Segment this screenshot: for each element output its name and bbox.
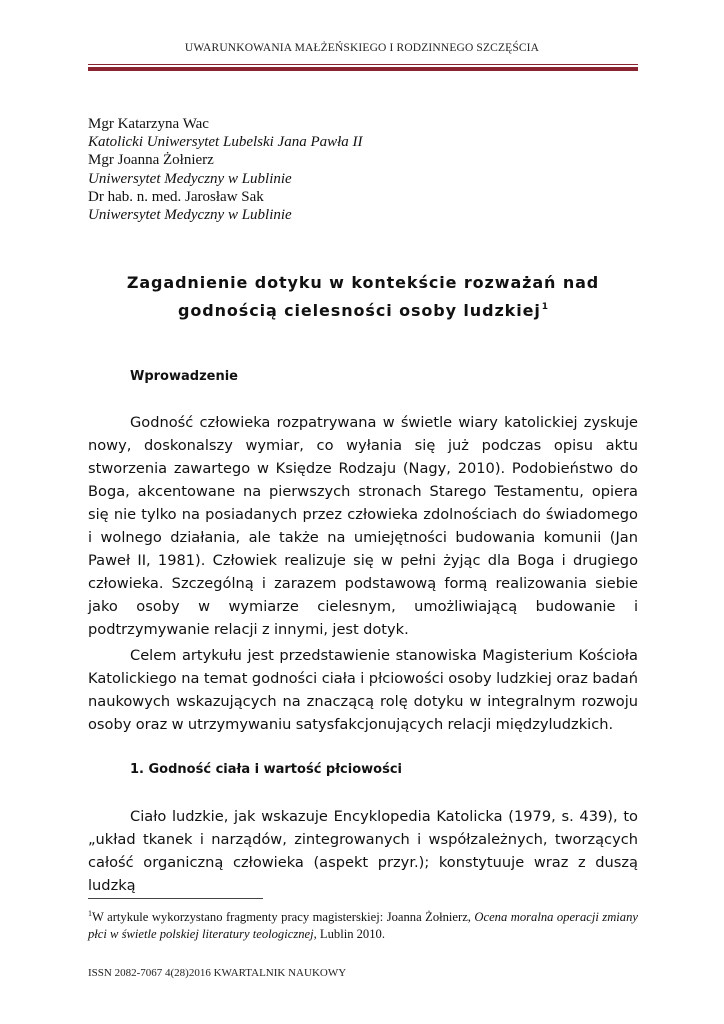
author-affiliation: Katolicki Uniwersytet Lubelski Jana Pawła II <box>88 134 363 151</box>
body-paragraph: Godność człowieka rozpatrywana w świetle wiary katolickiej zyskuje nowy, doskonalszy wymiar, co wyłania się już podczas opisu aktu stworzenia zawartego w Księdze Rodzaju (Nagy, 2010). Podobieństwo do Boga, akcentowane na pierwszych stronach Starego Testamentu, opiera się nie tylko na posiadanych przez człowieka zdolnościach do świadomego i wolnego działania, ale także na umiejętności budowania komunii (Jan Paweł II, 1981). Człowiek realizuje się w pełni żyjąc dla Boga i drugiego człowieka. Szczególną i zarazem podstawową formą realizowania siebie jako osoby w wymiarze cielesnym, umożliwiającą budowanie i podtrzymywanie relacji z innymi, jest dotyk. <box>88 414 638 638</box>
body-paragraph: Celem artykułu jest przedstawienie stanowiska Magisterium Kościoła Katolickiego na temat godności ciała i płciowości osoby ludzkiej oraz badań naukowych wskazujących na znaczącą rolę dotyku w integralnym rozwoju osoby oraz w utrzymywaniu satysfakcjonujących relacji międzyludzkich. <box>88 647 638 733</box>
running-footer: ISSN 2082-7067 4(28)2016 KWARTALNIK NAUKOWY <box>88 967 347 979</box>
running-header: UWARUNKOWANIA MAŁŻEŃSKIEGO I RODZINNEGO SZCZĘŚCIA <box>184 42 540 54</box>
section-heading-intro: Wprowadzenie <box>130 369 238 384</box>
article-title-line-2 <box>88 295 638 323</box>
header-rule-thin <box>88 64 638 65</box>
article-title-line-1: Zagadnienie dotyku w kontekście rozważań nad <box>126 273 600 292</box>
article-title-line-2-text: godnością cielesności osoby ludzkiej <box>178 301 541 320</box>
body-paragraph: Ciało ludzkie, jak wskazuje Encyklopedia Katolicka (1979, s. 439), to „układ tkanek i narządów, zintegrowanych i współzależnych, tworzących całość organiczną człowieka (aspekt przyr.); konstytuuje wraz z duszą ludzką <box>88 808 638 894</box>
article-title <box>88 271 638 323</box>
footnote-marker: 1 <box>88 909 92 918</box>
footnote-text: W artykule wykorzystano fragmenty pracy magisterskiej: Joanna Żołnierz, <box>92 910 475 924</box>
footnote-cited-title: Ocena moralna operacji zmiany płci w świetle polskiej literatury teologicznej <box>88 910 638 941</box>
author-name: Mgr Joanna Żołnierz <box>88 152 214 169</box>
footnote-ref[interactable]: 1 <box>541 302 548 312</box>
footnote-separator <box>88 898 263 899</box>
footnote <box>88 905 638 943</box>
footnote-text-end: , Lublin 2010. <box>313 927 385 941</box>
section-heading-1: 1. Godność ciała i wartość płciowości <box>130 762 402 777</box>
author-name: Mgr Katarzyna Wac <box>88 116 209 132</box>
author-block <box>88 115 363 224</box>
header-rule-thick <box>88 67 638 71</box>
author-name: Dr hab. n. med. Jarosław Sak <box>88 188 264 205</box>
author-affiliation: Uniwersytet Medyczny w Lublinie <box>88 170 292 187</box>
author-affiliation: Uniwersytet Medyczny w Lublinie <box>88 207 292 224</box>
